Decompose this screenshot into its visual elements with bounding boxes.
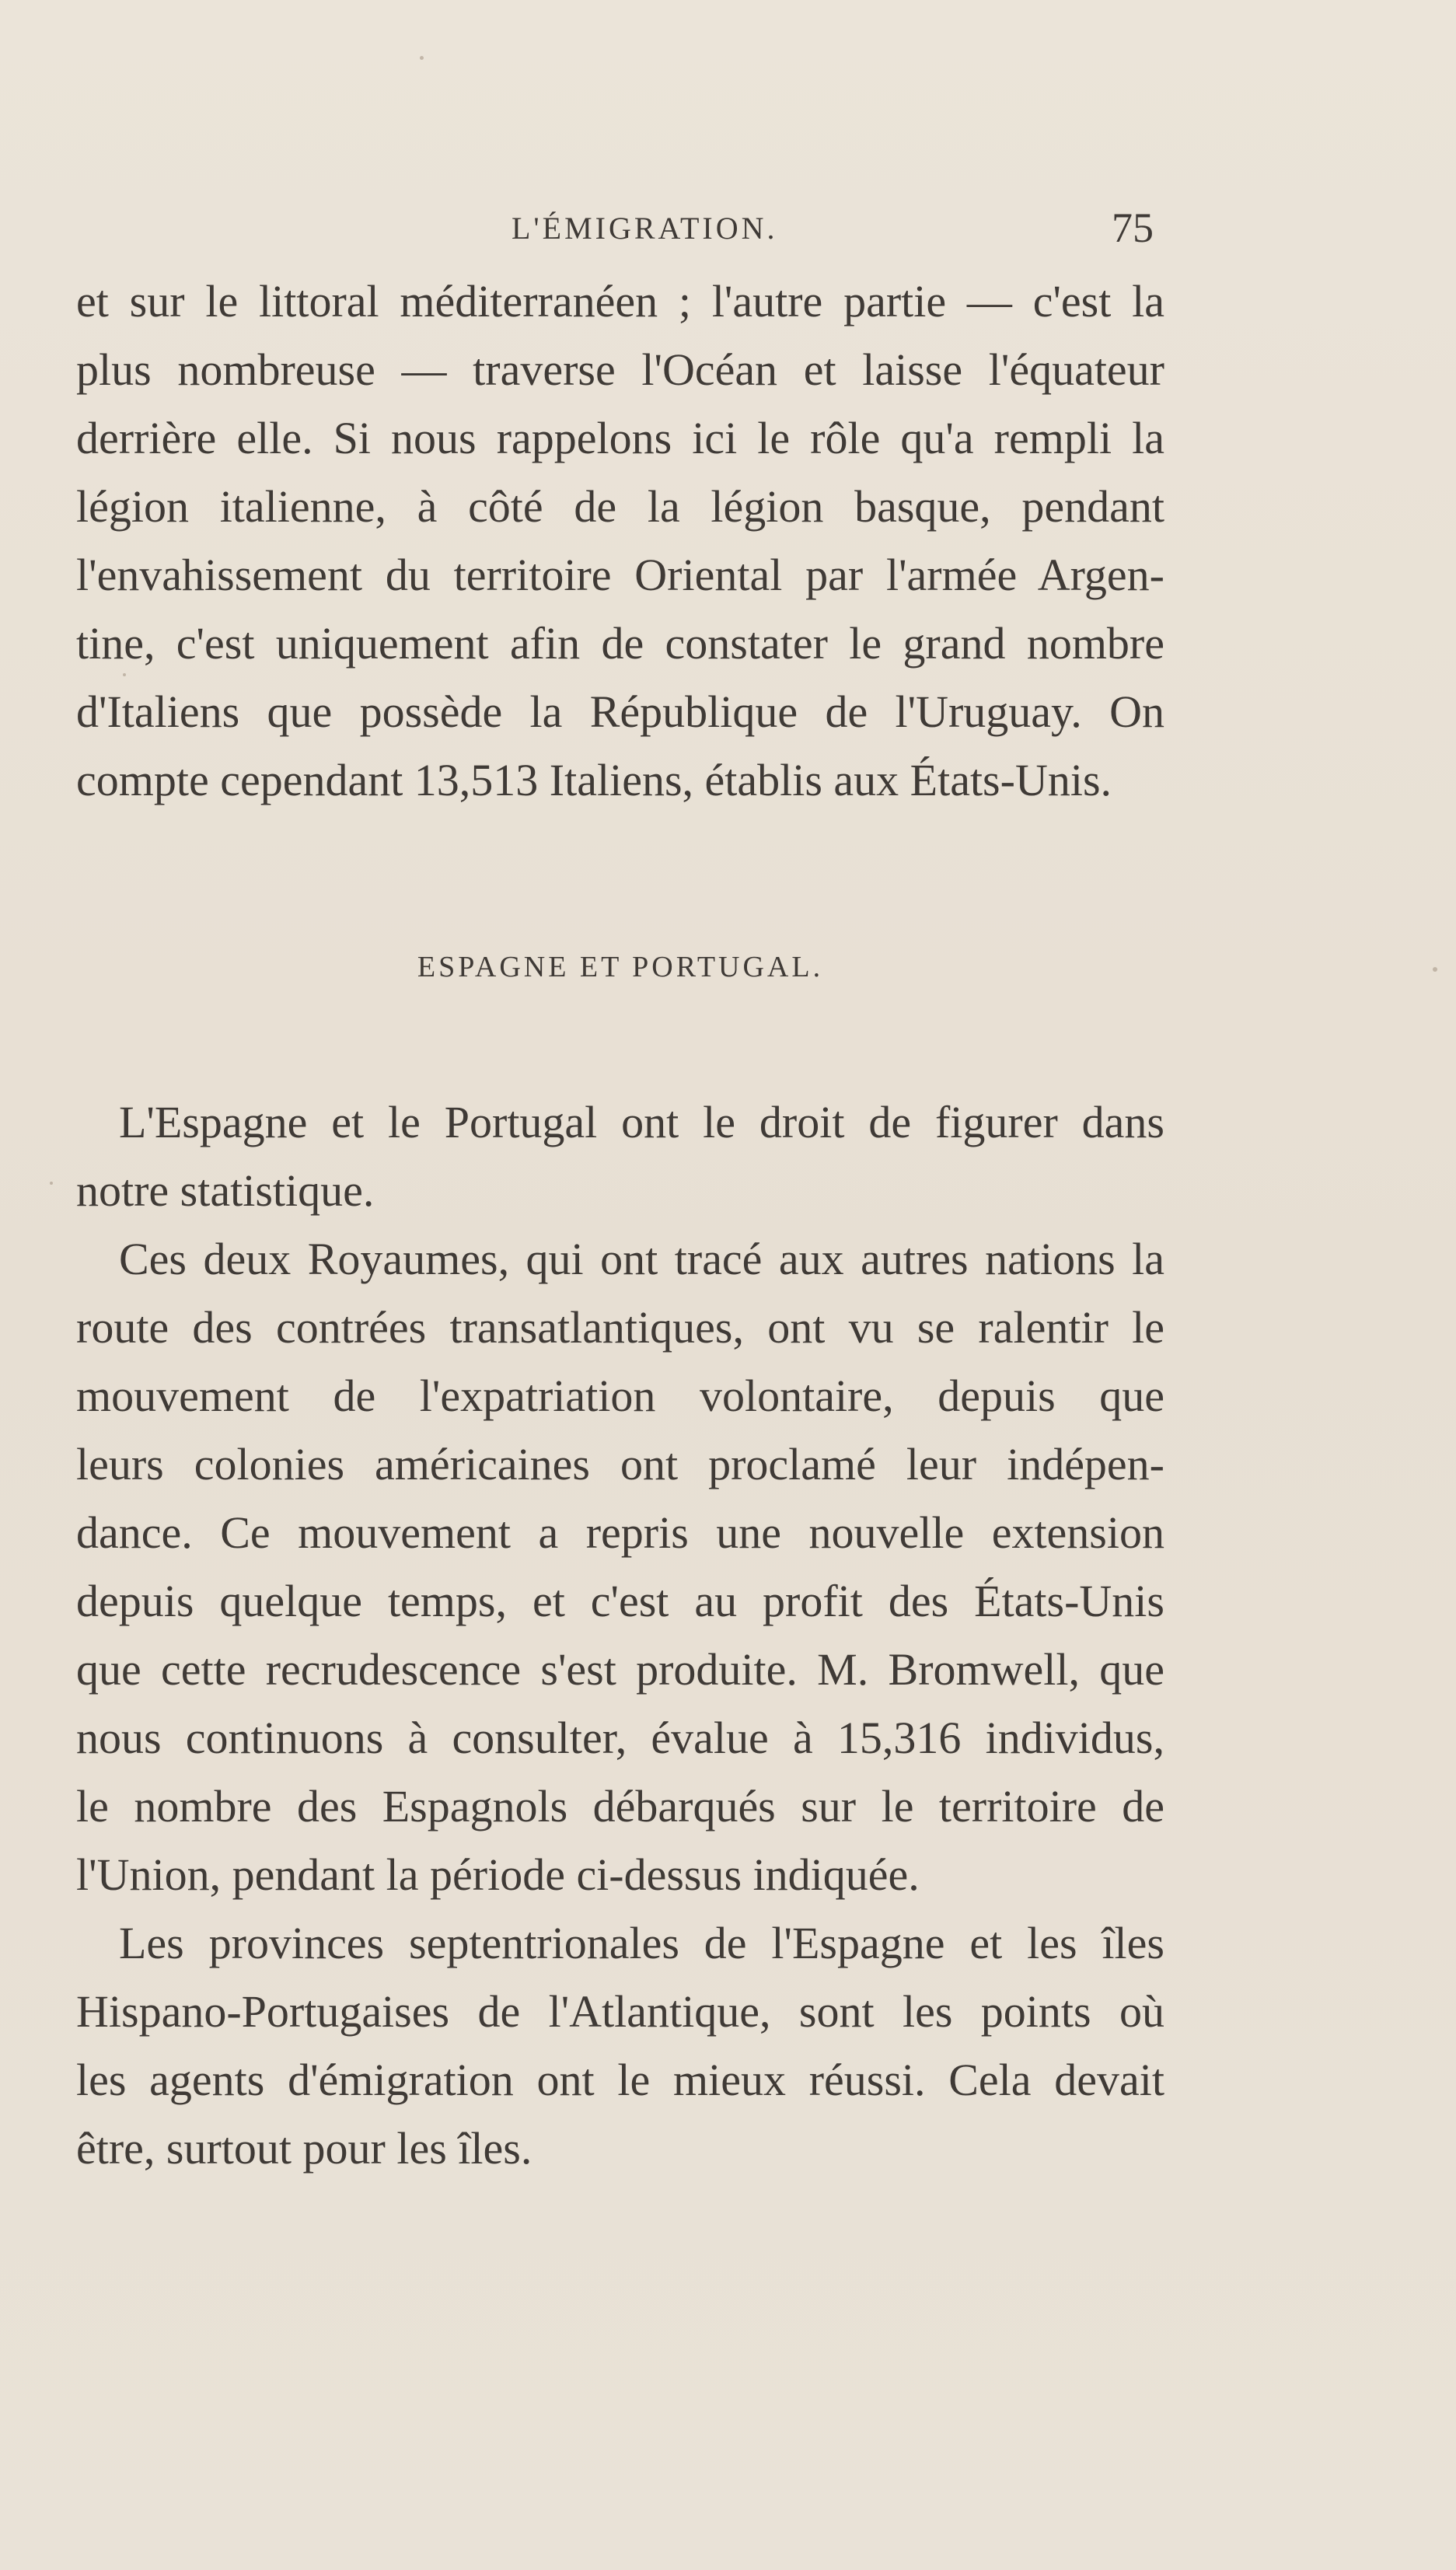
text-line: compte cependant 13,513 Italiens, établis aux États-Unis. [76,755,1112,805]
text-line: Hispano-Portugaises de l'Atlantique, sont les points où [76,1986,1164,2037]
paragraph-italians [76,267,1164,815]
text-line: d'Italiens que possède la République de l'Uruguay. On [76,686,1164,737]
text-line: Ces deux Royaumes, qui ont tracé aux autres nations la [119,1234,1164,1284]
text-line: être, surtout pour les îles. [76,2123,532,2174]
text-line: les agents d'émigration ont le mieux réussi. Cela devait [76,2055,1164,2105]
text-line: leurs colonies américaines ont proclamé leur indépen- [76,1439,1164,1489]
text-line: que cette recrudescence s'est produite. M. Bromwell, que [76,1644,1164,1695]
text-line: route des contrées transatlantiques, ont vu se ralentir le [76,1302,1164,1353]
text-line: plus nombreuse — traverse l'Océan et laisse l'équateur [76,344,1164,395]
text-line: tine, c'est uniquement afin de constater le grand nombre [76,618,1164,669]
page-header [76,196,1164,258]
text-line: l'Union, pendant la période ci-dessus indiquée. [76,1849,920,1900]
text-line: le nombre des Espagnols débarqués sur le territoire de [76,1781,1164,1831]
text-line: nous continuons à consulter, évalue à 15,316 individus, [76,1713,1164,1763]
text-line: derrière elle. Si nous rappelons ici le rôle qu'a rempli la [76,413,1164,463]
section-body [76,1088,1164,2183]
running-head: L'ÉMIGRATION. [512,211,778,246]
section-heading: ESPAGNE ET PORTUGAL. [417,951,824,983]
text-line: Les provinces septentrionales de l'Espagne et les îles [119,1918,1164,1968]
page-number: 75 [1112,204,1154,251]
paper-speck [1433,967,1437,972]
text-line: depuis quelque temps, et c'est au profit des États-Unis [76,1576,1164,1626]
text-line: mouvement de l'expatriation volontaire, depuis que [76,1371,1164,1421]
text-line: légion italienne, à côté de la légion basque, pendant [76,481,1164,532]
text-line: L'Espagne et le Portugal ont le droit de figurer dans [119,1097,1164,1147]
text-line: notre statistique. [76,1165,375,1216]
text-line: dance. Ce mouvement a repris une nouvelle extension [76,1507,1164,1558]
paper-speck [123,673,126,676]
paper-speck [420,56,424,60]
text-line: l'envahissement du territoire Oriental par l'armée Argen- [76,550,1164,600]
text-line: et sur le littoral méditerranéen ; l'autre partie — c'est la [76,276,1164,326]
paper-speck [50,1182,53,1185]
